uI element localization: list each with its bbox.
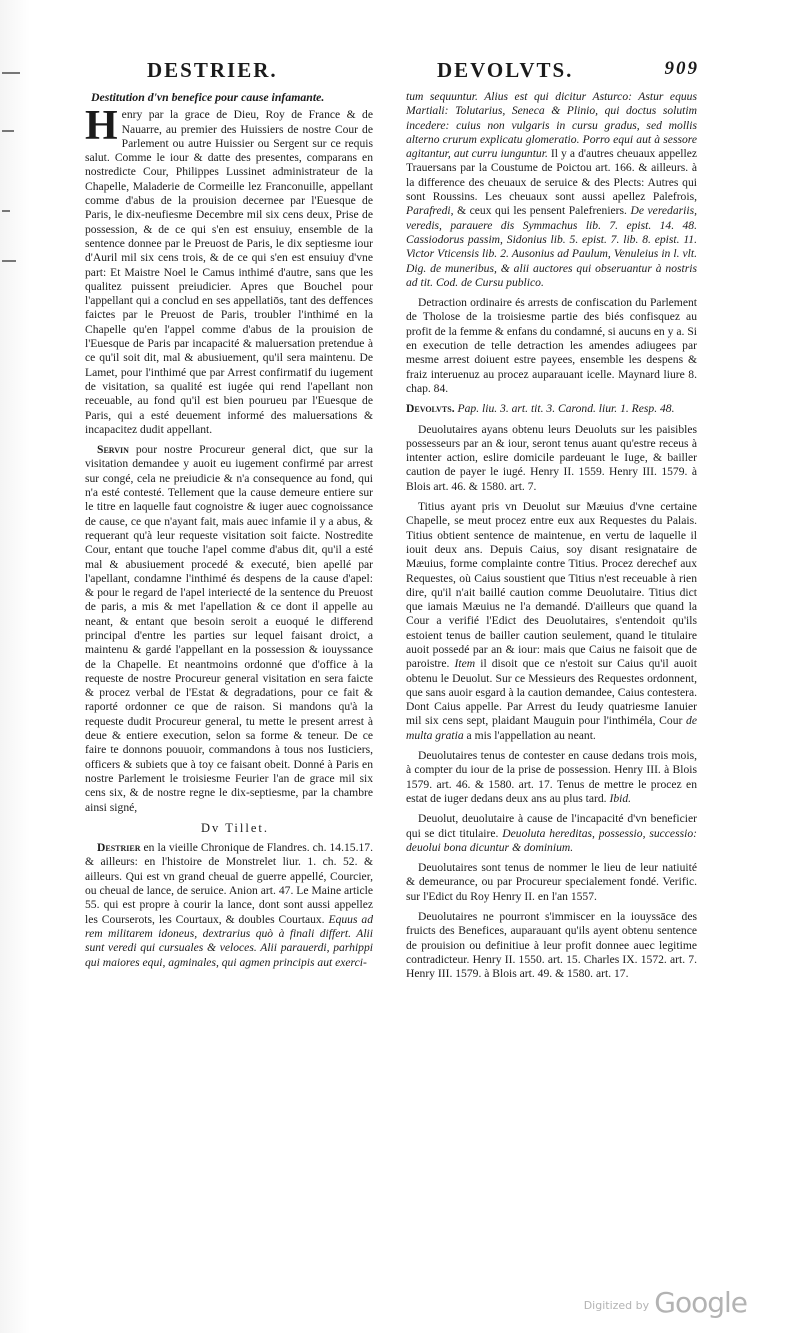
horses-text: Il y a d'autres cheuaux appellez Trauersans par la Coustume de Poictou art. 166. & ailleurs. à la difference des cheuaux de seruice & des Plects: Autres qui sont Roussins. Les cheuaux sont aussi apellez Palefrois,: [406, 147, 697, 204]
devoluts-refs: Pap. liu. 3. art. tit. 3. Carond. liur. 1. Resp. 48.: [454, 402, 675, 416]
destrier-text: en la vieille Chronique de Flandres. ch. 14.15.17. & ailleurs: en l'histoire de Monstrelet liur. 1. ch. 52. & ailleurs. Qui est vn grand cheual de guerre appellé, Courcier, ou cheual de lance, de seruice. Anion art. 47. Le Maine article 55. qui est propre à courir la lance, dont sont aussi appellez les Courserots, les Courtaux, & doubles Courtaux.: [85, 841, 373, 926]
margin-mark: [2, 260, 16, 262]
margin-mark: [2, 72, 20, 74]
signature: Dv Tillet.: [201, 820, 269, 835]
margin-mark: [2, 130, 14, 132]
drop-cap: H: [85, 103, 118, 150]
header-right-keyword: DEVOLVTS.: [437, 58, 574, 82]
devoluts-heading: [406, 402, 697, 416]
section-title: Destitution d'vn benefice pour cause infamante.: [91, 90, 325, 104]
servin-paragraph: [85, 443, 373, 815]
devoluts-lead: Devolvts.: [406, 402, 455, 416]
titius-case-paragraph: [406, 500, 697, 743]
servin-lead: Servin: [97, 443, 129, 457]
margin-mark: [2, 210, 10, 212]
contester-paragraph: [406, 749, 697, 806]
devolutaires-caution-paragraph: Deuolutaires ayans obtenu leurs Deuoluts sur les paisibles possesseurs par an & iour, seront tenus auant qu'estre receus à intenter action, eslire domicile pardeuant le Iuge, & bailler caution de payer le iugé. Henry II. 1559. Henry III. 1579. à Blois art. 46. & 1580. art. 7.: [406, 422, 697, 493]
deuolut-latin: Deuoluta hereditas, possessio, successio: deuolui bona dicuntur & dominium.: [406, 826, 697, 854]
titius-item: Item: [449, 657, 476, 671]
horses-latin: tum sequuntur. Alius est qui dicitur Asturco: Astur equus Martiali: Tolutarius, Seneca & Plinio, qui doctus solutim incedere: cuius non vulgaris in cursu gradus, sed mollis alterno crurum explicatu glomeratio. Porro equi aut à sessore agitantur, aut curru iunguntur.: [406, 90, 697, 161]
digitization-watermark: [584, 1286, 747, 1319]
contester-text: Deuolutaires tenus de contester en cause dedans trois mois, à compter du iour de la prise de possession. Henry III. à Blois 1579. art. 46. & 1580. art. 17. Tenus de mettre le procez en estat de iuger dedans deux ans au plus tard.: [406, 749, 697, 805]
deuolut-paragraph: [406, 812, 697, 855]
header-left-keyword: DESTRIER.: [147, 58, 278, 82]
page-number: 909: [664, 58, 699, 79]
destrier-lead: Destrier: [97, 841, 141, 855]
royal-decree-paragraph: [85, 103, 373, 437]
nommer-lieu-paragraph: Deuolutaires sont tenus de nommer le lieu de leur natiuité & demeurance, ou par Procureur specialement fondé. Verific. sur l'Edict du Roy Henry II. en l'an 1557.: [406, 861, 697, 903]
horses-latin-3: De veredariis, veredis, parauere dis Symmachus lib. 7. epist. 14. 48. Cassiodorus passim, Sidonius lib. 5. epist. 7. lib. 8. epist. 11. Victor Vticensis lib. 2. Ausonius ad Paulum, Venuleius in l. vlt. Dig. de muneribus, & alii auctores qui obseruantur à nostris ad tit. Cod. de Cursu publico.: [406, 204, 698, 289]
deuolut-text: Deuolut, deuolutaire à cause de l'incapacité d'vn beneficier qui se dict titulaire.: [406, 812, 697, 840]
titius-text: Titius ayant pris vn Deuolut sur Mæuius d'vne certaine Chapelle, se meut procez entre eux aux Requestes du Palais. Titius obtient sentence de maintenue, en vertu de laquelle il iouit deux ans. Depuis Caius, soy disant resignataire de Mæuius, forme complainte contre Titius. Procez derechef aux Requestes, où Caius soustient que Titius n'est receuable à rien dire, qu'il n'ait baillé caution comme Deuolutaire. Titius dict que iamais Mæuius ne l'a demandé. D'ailleurs que quand la Cour a verifié l'Edict des Deuolutaires, s'entendoit qu'ils estoient tenus de bailler caution seulement, quand le titulaire auoit possedé par an & iour: mais que Caius ne faisoit que de paroistre.: [406, 500, 697, 671]
google-wordmark: Google: [654, 1286, 747, 1319]
titius-text-2: il disoit que ce n'estoit sur Caius qu'il auoit obtenu le Deuolut. Sur ce Messieurs des Requestes ordonnent, que sans auoir esgard à la caution demandee, Caius contestera. Dont Caius appelle. Par Arrest du Ieudy quatriesme Ianuier mil six cens sept, plaidant Mauguin pour l'inthiméla, Cour: [406, 657, 698, 728]
iouyssance-paragraph: Deuolutaires ne pourront s'immiscer en la iouyssāce des fruicts des Benefices, auparauant qu'ils ayent obtenu sentence de prouision ou definitiue à leur profit donnee auec legitime contradicteur. Henry II. 1550. art. 15. Charles IX. 1572. art. 7. Henry III. 1579. à Blois art. 49. & 1580. art. 17.: [406, 910, 697, 981]
destrier-entry: [85, 841, 373, 970]
digitized-by-label: Digitized by: [583, 1299, 650, 1312]
left-column: [85, 90, 373, 976]
horses-paragraph: [406, 90, 697, 290]
horses-latin-2: Parafredi,: [406, 204, 454, 218]
detraction-paragraph: Detraction ordinaire és arrests de confiscation du Parlement de Tholose de la troisiesme partie des biés confisquez au profit de la femme & enfans du condamné, si aucuns en y a. Si en execution de telle detraction les amendes adiugees par mesme arrest doiuent estre payees, ensemble les despens & fraiz interuenuz au procez auparauant icelle. Maynard liure 8. chap. 84.: [406, 296, 697, 395]
decree-text: enry par la grace de Dieu, Roy de France & de Nauarre, au premier des Huissiers de nostre Cour de Parlement ou autre Huissier ou Sergent sur ce requis salut. Comme le iour & datte des presentes, comparans en nostredicte Cour, Philippes Lussinet administrateur de la Chapelle, Maladerie de Cormeille lez Franconuille, appellant comme d'abus de la prouision decernee par l'Euesque de Paris, le dix-neufiesme Decembre mil six cens deux, Prise de possession, & de ce qui s'en est ensuiuy, ensemble de la sentence donnee par le Preuost de Paris, le dix septiesme iour d'Auril mil six cens trois, & de ce qui s'en est ensuiuy d'vne part: Et Maistre Noel le Camus inthimé d'autre, sans que les qualitez puissent preiudicier. Apres que Bouchel pour l'appellant qui a conclud en ses appellatiōs, tant des deffences faictes par le Preuost de Paris, troubler l'inthimé en la Chapelle qu'en l'appel comme d'abus de la prouision de l'Euesque de Paris par incapacité & maluersation pretendue à ce qu'il soit dit, mal & abusiuement, qu'il sera maintenu. De Lamet, pour l'inthimé que par Arrest confirmatif du iugement de visitation, sa qualité est iugée qui rend l'apellant non receuable, au fond qu'il est bien pourueu par l'Euesque de Paris, qui a esté deuement informé des maluersations & incapacitez dudit appellant.: [85, 108, 373, 436]
running-head: [85, 56, 697, 90]
contester-ibid: Ibid.: [606, 791, 632, 805]
book-page: [85, 56, 697, 1301]
horses-text-2: & ceux qui les pensent Palefreniers.: [453, 204, 627, 218]
destrier-latin: Equus ad rem militarem idoneus, dextrarius quò à finali differt. Alii sunt veredi qui cursuales & veloces. Alii parauerdi, parhippi qui maiores equi, agminales, qui agmen principis aut exerci-: [85, 912, 373, 969]
titius-text-3: a mis l'appellation au neant.: [463, 728, 596, 742]
titius-latin: de multa gratia: [406, 714, 697, 742]
adjacent-page-edge: [0, 0, 30, 1333]
servin-text: pour nostre Procureur general dict, que sur la visitation demandee y auoit eu iugement confirmé par arrest sur congé, cela ne preiudicie & n'a consequence au fond, qui n'a esté contesté. Tellement que la cause demeure entiere sur le titre en laquelle faut cognoistre & iuger auec cognoissance de cause, ce que n'ayant fait, mais auec infamie il y a abus, & requerant qu'à leur requeste visitation soit faicte. Nostredite Cour, entant que touche l'apel comme d'abus dit, qu'il a esté mal & abusiuement procedé & executé, bien apellé par l'apellant, condamne l'inthimé és despens de la cause d'apel: & pour le regard de l'apel interiecté de la sentence du Preuost de paris, a mis & met l'apellation & ce dont il appelle au neant, & entant que besoin seroit a euoqué le differend principal d'entre les parties sur lequel faisant droict, a maintenu & gardé l'appellant en la possession & iouyssance de la Chapelle. Et neantmoins ordonné que d'office à la requeste de nostre Procureur general visitation en sera faicte & procez verbal de l'Estat & degradations, pour ce fait & raporté ordonner ce que de raison. Si mandons qu'à la requeste dudit Procureur general, tu mette le present arrest à deue & entiere execution, selon sa forme & teneur. De ce faire te donnons pouuoir, commandons à tous nos Iusticiers, officers & subiets que à toy ce faisant obeit. Donné à Paris en nostre Parlement le troisiesme Feurier l'an de grace mil six cens six, & de nostre regne le dix-septiesme, par la chambre ainsi signé,: [85, 443, 373, 814]
right-column: [406, 90, 697, 988]
